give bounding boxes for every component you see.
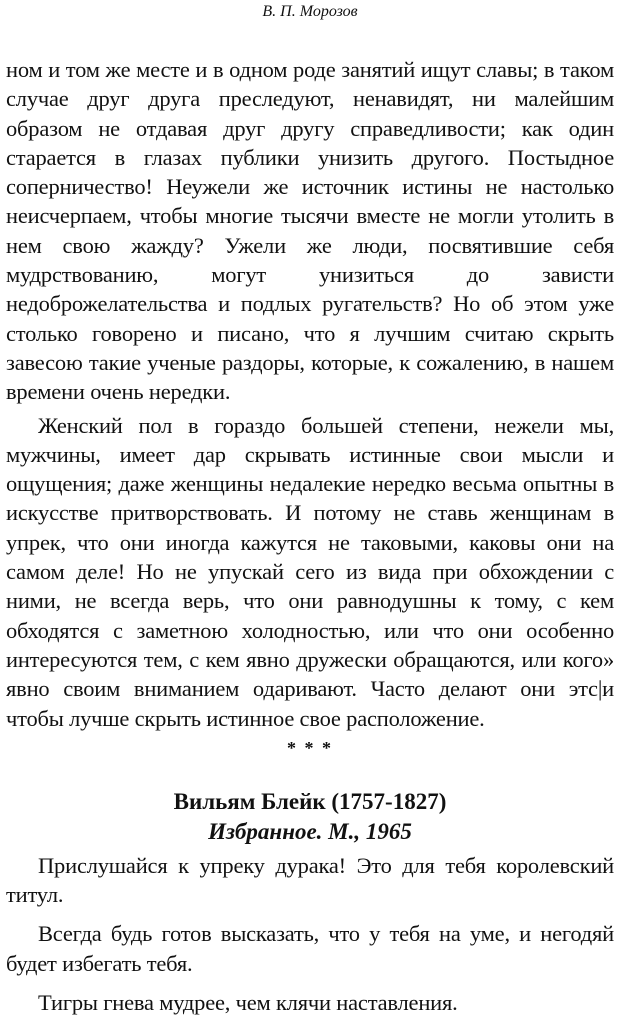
paragraph-women: Женский пол в гораздо большей степени, нежели мы, мужчины, имеет дар скрывать истинные свои мысли и ощущения; даже женщины недалекие нередко весьма опытны в искусстве притворствовать. И потому не ставь женщинам в упрек, что они иногда кажутся не таковыми, каковы они на самом деле! Но не упускай сего из вида при обхождении с ними, не всегда верь, что они равнодушны к тому, с кем обходятся с заметною холодностью, или что они особенно интересуются тем, с кем явно дружески обращаются, или кого» явно своим вниманием одаривают. Часто делают они этс|и чтобы лучше скрыть истинное свое расположение. bbox=[6, 412, 614, 731]
aphorism-2: Всегда будь готов высказать, что у тебя на уме, и негодяй будет избегать тебя. bbox=[6, 921, 614, 976]
section-separator: * * * bbox=[287, 737, 333, 758]
section-title: Вильям Блейк (1757-1827) bbox=[173, 788, 447, 814]
running-header: В. П. Морозов bbox=[262, 3, 358, 20]
aphorism-1: Прислушайся к упреку дурака! Это для тебя королевский титул. bbox=[6, 852, 614, 908]
section-subtitle: Избранное. М., 1965 bbox=[208, 818, 412, 844]
paragraph-continuation: ном и том же месте и в одном роде занятий ищут славы; в таком случае друг друга преследуют, ненавидят, ни малейшим образом не отдавая друг другу справедливости; как один старается в глазах публики унизить другого. Постыдное соперничество! Неужели же источник истины не настолько неисчерпаем, чтобы многие тысячи вместе не могли утолить в нем свою жажду? Ужели же люди, посвятившие себя мудрствованию, могут унизиться до зависти недоброжелательства и подлых ругательств? Но об этом уже столько говорено и писано, что я лучшим считаю скрыть завесою такие ученые раздоры, которые, к сожалению, в нашем времени очень нередки. bbox=[6, 57, 614, 405]
aphorism-3: Тигры гнева мудрее, чем клячи наставления. bbox=[38, 990, 458, 1016]
